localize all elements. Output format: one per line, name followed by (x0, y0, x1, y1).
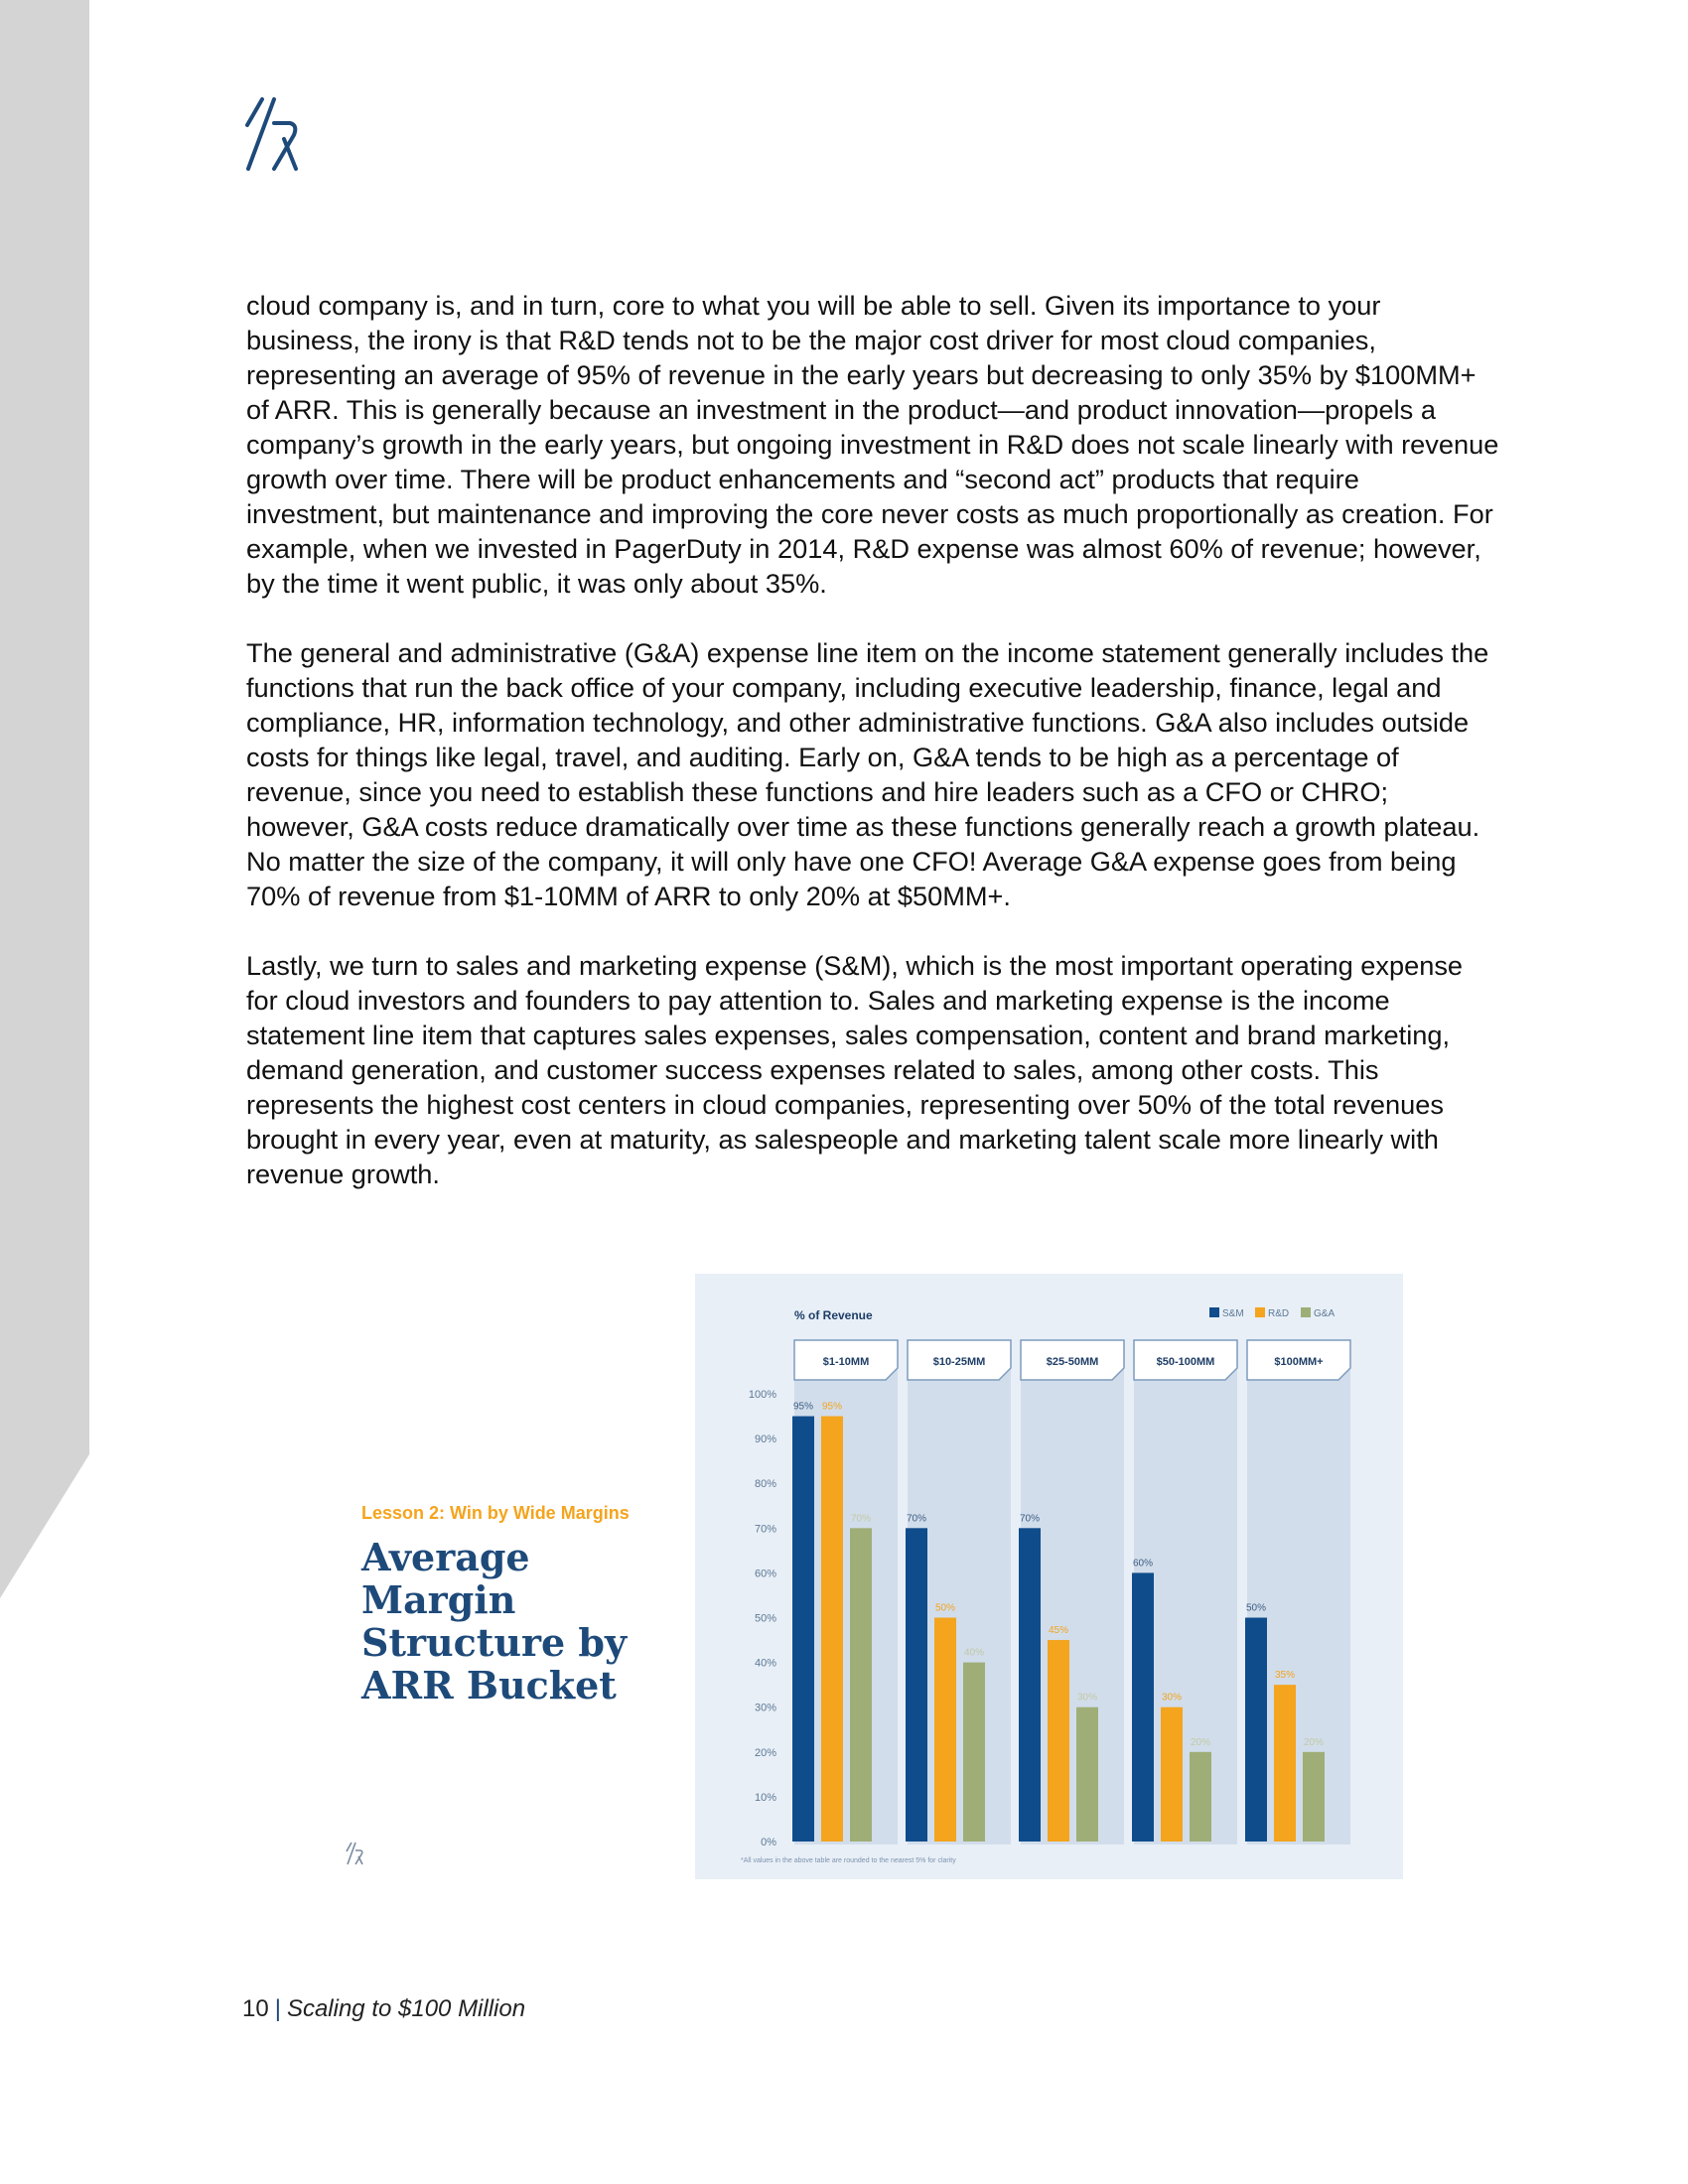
bar-value-label: 45% (1048, 1625, 1069, 1637)
y-tick-label: 70% (754, 1523, 776, 1536)
bar (963, 1663, 985, 1842)
category-label: $25-50MM (1046, 1356, 1099, 1368)
legend-swatch (1301, 1307, 1311, 1317)
figure-title-line: Structure by (361, 1620, 628, 1665)
y-tick-label: 90% (754, 1433, 776, 1446)
bar-value-label: 70% (1019, 1513, 1041, 1525)
y-tick-label: 100% (748, 1389, 776, 1401)
bar-value-label: 95% (821, 1401, 843, 1413)
bar (1190, 1752, 1211, 1842)
bar-value-label: 70% (850, 1513, 872, 1525)
category-label: $10-25MM (932, 1356, 986, 1368)
footer-doc-title: Scaling to $100 Million (286, 1995, 526, 2022)
bar-value-label: 35% (1274, 1670, 1296, 1682)
bar-value-label: 95% (792, 1401, 814, 1413)
figure-title-line: Average Margin (361, 1535, 530, 1622)
bar (934, 1618, 956, 1843)
margin-structure-chart (695, 1274, 1403, 1879)
bar (1245, 1618, 1267, 1843)
bar (1048, 1640, 1069, 1842)
paragraph-gna: The general and administrative (G&A) expense line item on the income statement generally includes the functions that run the back office of your company, including executive leadership, finance, legal and compliance, HR, information technology, and other administrative functions. G&A also includes outside costs for things like legal, travel, and auditing. Early on, G&A tends to be high as a percentage of revenue, since you need to establish these functions and hire leaders such as a CFO or CHRO; however, G&A costs reduce dramatically over time as these functions generally reach a growth plateau. No matter the size of the company, it will only have one CFO! Average G&A expense goes from being 70% of revenue from $1-10MM of ARR to only 20% at $50MM+. (246, 637, 1489, 911)
y-tick-label: 20% (754, 1746, 776, 1759)
bar-value-label: 30% (1076, 1692, 1098, 1704)
firm-logo-icon (244, 95, 302, 175)
page-number: 10 (242, 1995, 269, 2022)
bar (1132, 1572, 1154, 1842)
bar (1274, 1685, 1296, 1842)
chart-footnote: *All values in the above table are rounded to the nearest 5% for clarity (741, 1857, 956, 1864)
legend-swatch (1209, 1307, 1219, 1317)
bar (1076, 1707, 1098, 1842)
figure-caption (361, 1503, 679, 1706)
bar-value-label: 50% (934, 1602, 956, 1614)
figure-title (361, 1536, 679, 1706)
category-label: $50-100MM (1156, 1356, 1215, 1368)
bar-value-label: 60% (1132, 1558, 1154, 1570)
y-tick-label: 30% (754, 1702, 776, 1714)
bar (1161, 1707, 1183, 1842)
side-decoration-band (0, 0, 89, 2184)
bar (792, 1417, 814, 1842)
figure-title-line: ARR Bucket (361, 1663, 617, 1707)
lesson-label: Lesson 2: Win by Wide Margins (361, 1503, 630, 1523)
bar (850, 1528, 872, 1842)
y-tick-label: 10% (754, 1791, 776, 1804)
legend-label: R&D (1268, 1308, 1290, 1319)
paragraph-rnd: cloud company is, and in turn, core to what you will be able to sell. Given its importance to your business, the irony is that R&D tends not to be the major cost driver for most cloud companies, representing an average of 95% of revenue in the early years but decreasing to only 35% by $100MM+ of ARR. This is generally because an investment in the product—and product innovation—propels a company’s growth in the early years, but ongoing investment in R&D does not scale linearly with revenue growth over time. There will be product enhancements and “second act” products that require investment, but maintenance and improving the core never costs as much proportionally as creation. For example, when we invested in PagerDuty in 2014, R&D expense was almost 60% of revenue; however, by the time it went public, it was only about 35%. (246, 290, 1499, 599)
y-tick-label: 60% (754, 1568, 776, 1580)
y-tick-label: 50% (754, 1612, 776, 1625)
body-text (246, 288, 1499, 1226)
category-label: $1-10MM (822, 1356, 870, 1368)
y-tick-label: 80% (754, 1478, 776, 1491)
footer-separator: | (274, 1995, 281, 2022)
bar (821, 1417, 843, 1842)
y-tick-label: 40% (754, 1657, 776, 1670)
y-tick-label: 0% (761, 1837, 776, 1848)
bar-value-label: 50% (1245, 1602, 1267, 1614)
category-label: $100MM+ (1274, 1356, 1324, 1368)
chart-title: % of Revenue (794, 1308, 873, 1322)
legend-label: G&A (1314, 1308, 1336, 1319)
bar (906, 1528, 927, 1842)
legend-swatch (1255, 1307, 1265, 1317)
page-footer (242, 1995, 525, 2023)
bar (1303, 1752, 1325, 1842)
bar-value-label: 30% (1161, 1692, 1183, 1704)
paragraph-snm: Lastly, we turn to sales and marketing expense (S&M), which is the most important operating expense for cloud investors and founders to pay attention to. Sales and marketing expense is the income statement line item that captures sales expenses, sales compensation, content and brand marketing, demand generation, and customer success expenses related to sales, among other costs. This represents the highest cost centers in cloud companies, representing over 50% of the total revenues brought in every year, even at maturity, as salespeople and marketing talent scale more linearly with revenue growth. (246, 950, 1464, 1189)
bar-value-label: 20% (1303, 1736, 1325, 1748)
bar (1019, 1528, 1041, 1842)
legend-label: S&M (1222, 1308, 1244, 1319)
small-logo-icon (346, 1841, 365, 1866)
bar-value-label: 40% (963, 1647, 985, 1659)
bar-value-label: 70% (906, 1513, 927, 1525)
bar-value-label: 20% (1190, 1736, 1211, 1748)
